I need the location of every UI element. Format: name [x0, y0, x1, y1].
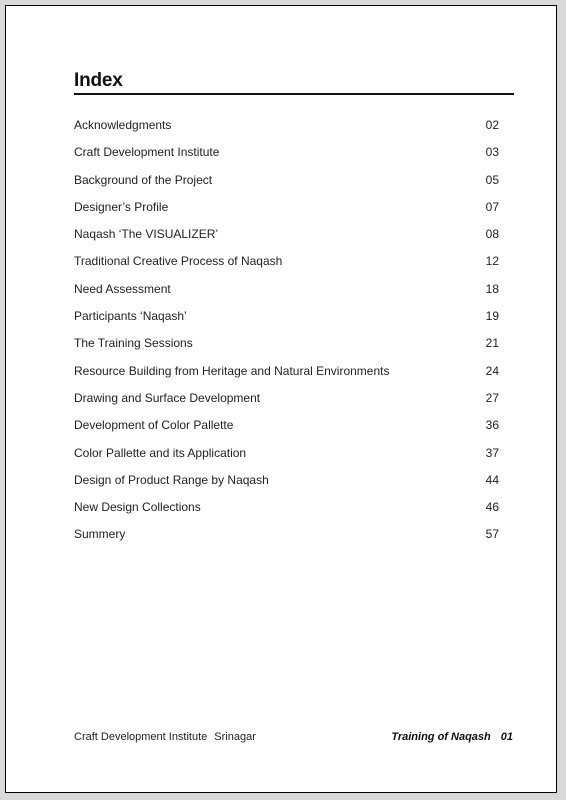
toc-entry-page: 02	[485, 118, 499, 132]
toc-entry-background[interactable]	[74, 173, 499, 200]
title-underline	[74, 93, 514, 95]
toc-entry-resource-building[interactable]	[74, 364, 499, 391]
table-of-contents	[74, 118, 499, 555]
toc-entry-label: Acknowledgments	[74, 118, 172, 132]
toc-entry-summery[interactable]	[74, 527, 499, 554]
footer-doc-title: Training of Naqash	[391, 731, 491, 743]
footer-institute	[74, 731, 256, 743]
toc-entry-page: 27	[485, 390, 499, 405]
toc-entry-page: 07	[485, 199, 499, 214]
toc-entry-label: Design of Product Range by Naqash	[74, 472, 269, 487]
toc-entry-color-pallette-development[interactable]	[74, 418, 499, 445]
footer-doc-info	[391, 731, 513, 743]
toc-entry-designers-profile[interactable]	[74, 200, 499, 227]
toc-entry-page: 37	[485, 445, 499, 460]
toc-entry-page: 24	[485, 363, 499, 378]
toc-entry-label: Color Pallette and its Application	[74, 445, 247, 460]
footer-page-number: 01	[500, 731, 513, 743]
toc-entry-training-sessions[interactable]	[74, 336, 499, 363]
toc-entry-acknowledgments[interactable]	[74, 118, 499, 145]
toc-entry-label: Resource Building from Heritage and Natural Environments	[74, 363, 390, 378]
toc-entry-label: Craft Development Institute	[74, 145, 220, 160]
page-title: Index	[74, 70, 123, 91]
toc-entry-label: Development of Color Pallette	[74, 418, 234, 433]
toc-entry-page: 57	[485, 527, 499, 542]
toc-entry-label: Designer’s Profile	[74, 199, 169, 214]
toc-entry-product-range[interactable]	[74, 473, 499, 500]
toc-entry-label: Participants ‘Naqash’	[74, 309, 187, 324]
toc-entry-label: New Design Collections	[74, 500, 201, 515]
toc-entry-label: Drawing and Surface Development	[74, 390, 261, 405]
toc-entry-label: The Training Sessions	[74, 336, 193, 351]
toc-entry-label: Background of the Project	[74, 172, 213, 187]
toc-entry-page: 18	[485, 281, 499, 296]
toc-entry-page: 36	[485, 418, 499, 433]
toc-entry-traditional-process[interactable]	[74, 254, 499, 281]
toc-entry-page: 08	[485, 227, 499, 242]
toc-entry-page: 05	[485, 172, 499, 187]
toc-entry-drawing-surface[interactable]	[74, 391, 499, 418]
toc-entry-label: Summery	[74, 527, 126, 542]
footer-institute-name: Craft Development Institute	[74, 731, 208, 743]
footer-city: Srinagar	[214, 731, 256, 743]
toc-entry-naqash-visualizer[interactable]	[74, 227, 499, 254]
toc-entry-participants[interactable]	[74, 309, 499, 336]
toc-entry-page: 46	[485, 500, 499, 515]
toc-entry-craft-development-institute[interactable]	[74, 145, 499, 172]
document-page	[5, 5, 557, 793]
toc-entry-new-design-collections[interactable]	[74, 500, 499, 527]
toc-entry-color-pallette-application[interactable]	[74, 446, 499, 473]
toc-entry-label: Need Assessment	[74, 281, 171, 296]
toc-entry-page: 03	[485, 145, 499, 160]
toc-entry-label: Traditional Creative Process of Naqash	[74, 254, 283, 269]
toc-entry-label: Naqash ‘The VISUALIZER’	[74, 227, 219, 242]
toc-entry-page: 19	[485, 309, 499, 324]
toc-entry-page: 21	[485, 336, 499, 351]
toc-entry-page: 44	[485, 472, 499, 487]
toc-entry-page: 12	[485, 254, 499, 269]
toc-entry-need-assessment[interactable]	[74, 282, 499, 309]
